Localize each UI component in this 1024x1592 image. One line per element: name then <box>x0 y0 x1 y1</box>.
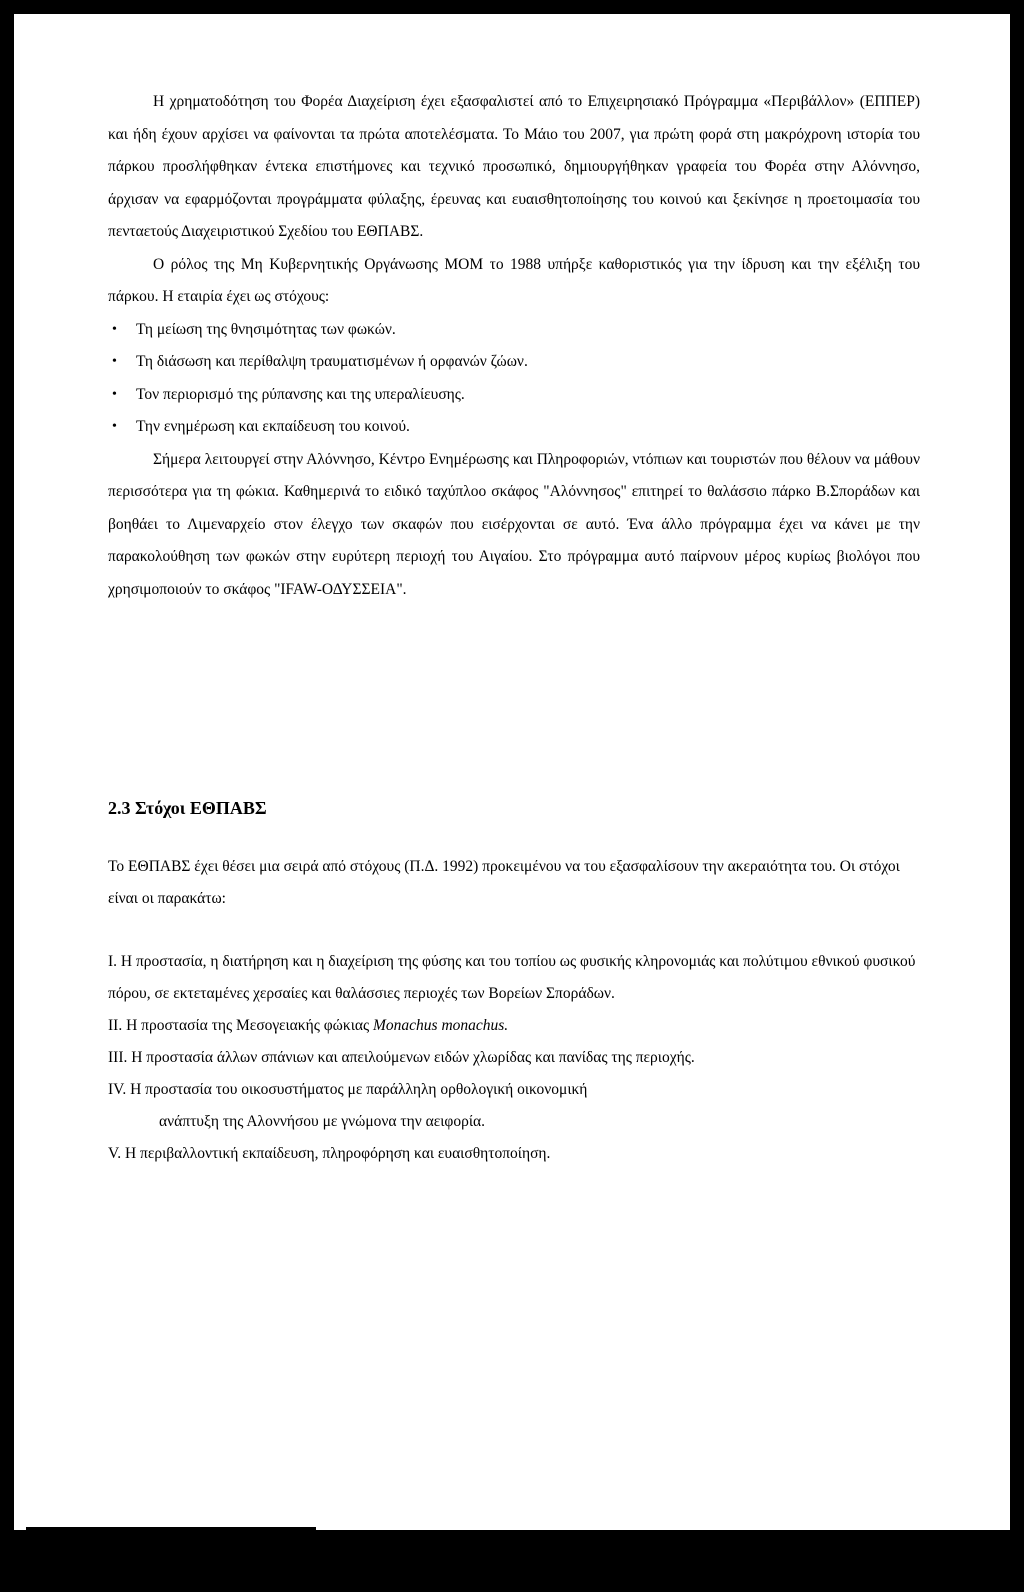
page-number: 22 <box>506 1574 522 1591</box>
paragraph-mom-role: Ο ρόλος της Μη Κυβερνητικής Οργάνωσης ΜΟΜ το 1988 υπήρξε καθοριστικός για την ίδρυση και την εξέλιξη του πάρκου. Η εταιρία έχει ως στόχους: <box>108 255 920 305</box>
goal-1: Ι. Η προστασία, η διατήρηση και η διαχείριση της φύσης και του τοπίου ως φυσικής κληρονομιάς και πολύτιμου εθνικού φυσικού πόρου, σε εκτεταμένες χερσαίες και θαλάσσιες περιοχές των Βορείων Σποράδων. <box>108 953 916 1002</box>
goal-3: ΙΙΙ. Η προστασία άλλων σπάνιων και απειλούμενων ειδών χλωρίδας και πανίδας της περιοχής. <box>108 1049 695 1066</box>
goal-4: IV. Η προστασία του οικοσυστήματος με παράλληλη ορθολογική οικονομική <box>108 1081 588 1098</box>
paragraph-funding: Η χρηματοδότηση του Φορέα Διαχείριση έχει εξασφαλιστεί από το Επιχειρησιακό Πρόγραμμα «Περιβάλλον» (ΕΠΠΕΡ) και ήδη έχουν αρχίσει να φαίνονται τα πρώτα αποτελέσματα. Το Μάιο του 2007, για πρώτη φορά στη μακρόχρονη ιστορία του πάρκου προσλήφθηκαν έντεκα επιστήμονες και τεχνικό προσωπικό, δημιουργήθηκαν γραφεία του Φορέα στην Αλόννησο, άρχισαν να εφαρμόζονται προγράμματα φύλαξης, έρευνας και ευαισθητοποίησης του κοινού και ξεκίνησε η προετοιμασία του πενταετούς Διαχειριστικού Σχεδίου του ΕΘΠΑΒΣ. <box>108 93 920 240</box>
page-content <box>108 86 920 1591</box>
section-body <box>108 851 920 1170</box>
list-item: • Τον περιορισμό της ρύπανσης και της υπεραλίευσης. <box>108 379 920 412</box>
goal-2 <box>108 1010 920 1042</box>
scan-edge-bar <box>26 1527 316 1531</box>
list-item: • Τη μείωση της θνησιμότητας των φωκών. <box>108 314 920 347</box>
species-name: Monachus monachus. <box>373 1017 509 1034</box>
section-heading: 2.3 Στόχοι ΕΘΠΑΒΣ <box>108 798 267 818</box>
paragraph-info-center: Σήμερα λειτουργεί στην Αλόννησο, Κέντρο Ενημέρωσης και Πληροφοριών, ντόπιων και τουριστών που θέλουν να μάθουν περισσότερα για τη φώκια. Καθημερινά το ειδικό ταχύπλοο σκάφος "Αλόννησος" επιτηρεί το θαλάσσιο πάρκο Β.Σποράδων και βοηθάει το Λιμεναρχείο στον έλεγχο των σκαφών που εισέρχονται σε αυτό. Ένα άλλο πρόγραμμα έχει να κάνει με την παρακολούθηση των φωκών στην ευρύτερη περιοχή του Αιγαίου. Στο πρόγραμμα αυτό παίρνουν μέρος κυρίως βιολόγοι που χρησιμοποιούν το σκάφος "IFAW-ΟΔΥΣΣΕΙΑ". <box>108 450 920 598</box>
goal-4-continued: ανάπτυξη της Αλοννήσου με γνώμονα την αειφορία. <box>159 1113 486 1130</box>
list-item: • Την ενημέρωση και εκπαίδευση του κοινού. <box>108 411 920 444</box>
goal-5: V. Η περιβαλλοντική εκπαίδευση, πληροφόρηση και ευαισθητοποίηση. <box>108 1145 551 1162</box>
goal-2-text: ΙΙ. Η προστασία της Μεσογειακής φώκιας <box>108 1017 373 1034</box>
section-intro: Το ΕΘΠΑΒΣ έχει θέσει μια σειρά από στόχους (Π.Δ. 1992) προκειμένου να του εξασφαλίσουν την ακεραιότητα του. Οι στόχοι είναι οι παρακάτω: <box>108 858 900 907</box>
list-item: • Τη διάσωση και περίθαλψη τραυματισμένων ή ορφανών ζώων. <box>108 346 920 379</box>
document-page <box>14 14 1010 1591</box>
mom-goals-list <box>108 314 920 444</box>
